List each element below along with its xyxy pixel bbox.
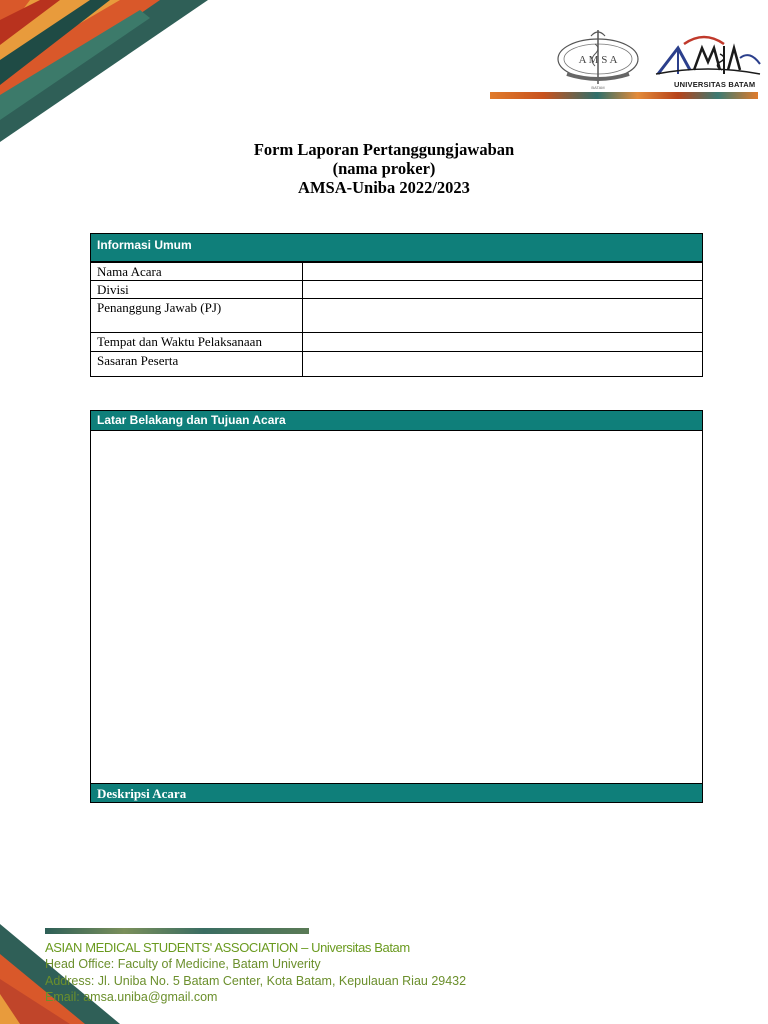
info-row-division — [91, 280, 702, 298]
info-row-name — [91, 262, 702, 280]
info-label: Nama Acara — [91, 263, 303, 280]
info-label: Tempat dan Waktu Pelaksanaan — [91, 333, 303, 351]
form-title: Form Laporan Pertanggungjawaban — [253, 140, 515, 159]
info-value-field[interactable] — [303, 352, 702, 376]
form-subtitle-period: AMSA-Uniba 2022/2023 — [298, 178, 470, 197]
info-row-pj — [91, 298, 702, 332]
description-heading: Deskripsi Acara — [91, 783, 702, 802]
info-table — [90, 233, 703, 377]
info-label: Divisi — [91, 281, 303, 298]
info-row-place-time — [91, 332, 702, 351]
footer-organization: ASIAN MEDICAL STUDENTS' ASSOCIATION – Universitas Batam — [45, 940, 410, 955]
info-label: Penanggung Jawab (PJ) — [91, 299, 303, 332]
info-value-field[interactable] — [303, 263, 702, 280]
info-table-heading: Informasi Umum — [91, 234, 702, 262]
info-label: Sasaran Peserta — [91, 352, 303, 376]
info-value-field[interactable] — [303, 299, 702, 332]
logo-caption: UNIVERSITAS BATAM — [674, 80, 756, 89]
form-subtitle-program: (nama proker) — [332, 159, 436, 178]
decorative-corner-top-left — [0, 0, 215, 145]
info-row-target — [91, 351, 702, 376]
svg-text:A M S A: A M S A — [578, 54, 618, 66]
background-table — [90, 410, 703, 803]
background-body-field[interactable] — [91, 431, 702, 784]
footer-stripe — [45, 928, 309, 934]
info-value-field[interactable] — [303, 333, 702, 351]
info-value-field[interactable] — [303, 281, 702, 298]
background-table-heading: Latar Belakang dan Tujuan Acara — [91, 411, 702, 431]
footer-email: Email: amsa.uniba@gmail.com — [45, 990, 218, 1004]
svg-text:BATAM: BATAM — [591, 85, 605, 90]
footer-address: Address: Jl. Uniba No. 5 Batam Center, Kota Batam, Kepulauan Riau 29432 — [45, 974, 467, 988]
amsa-emblem-logo — [555, 26, 641, 92]
header-stripe — [490, 92, 758, 99]
footer-office: Head Office: Faculty of Medicine, Batam Univerity — [45, 957, 321, 971]
